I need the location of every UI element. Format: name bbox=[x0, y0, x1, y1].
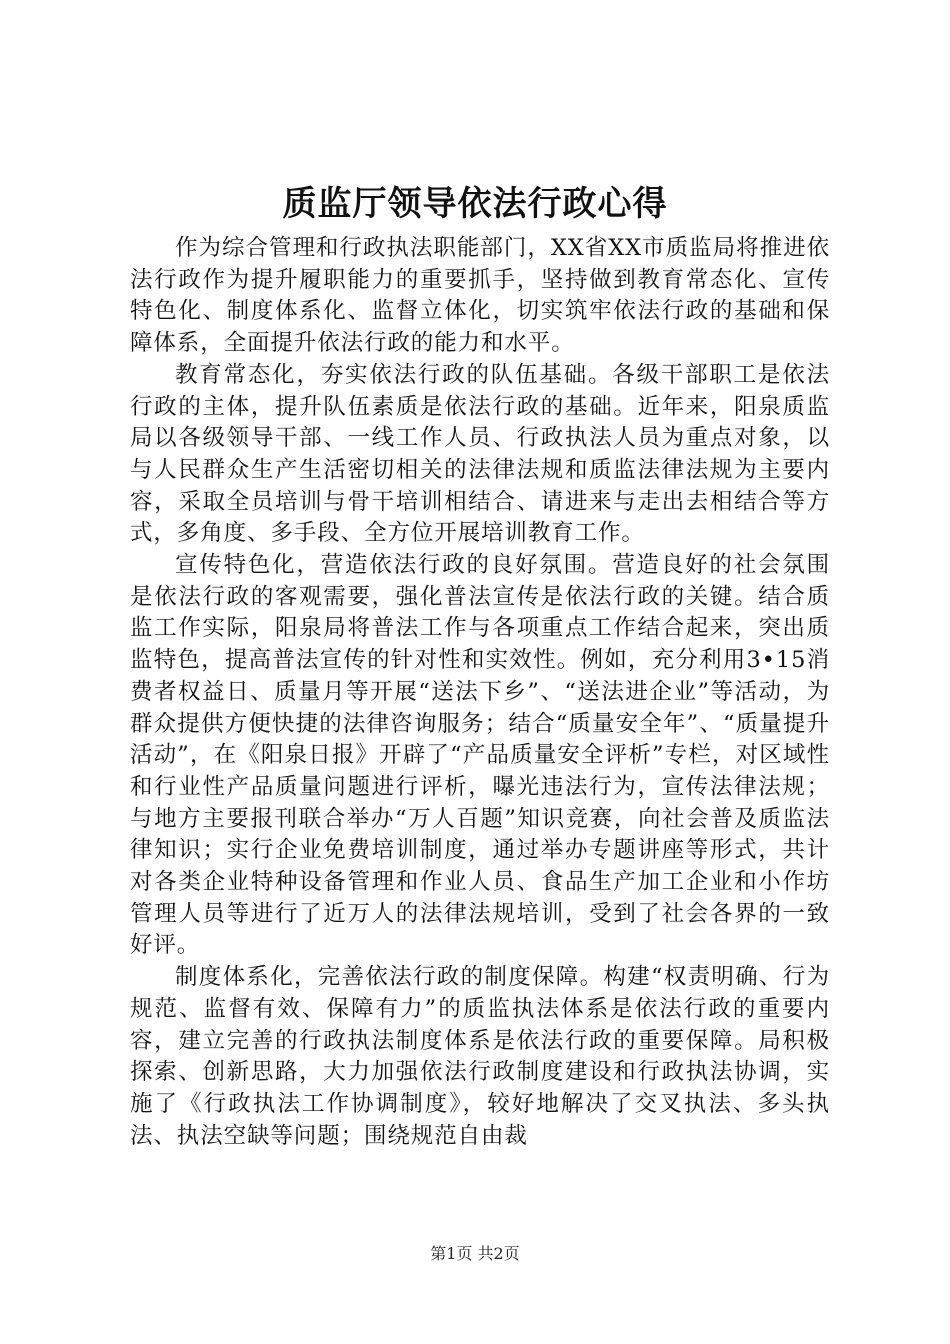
page-number: 第1页 共2页 bbox=[430, 1244, 520, 1263]
paragraph-publicity: 宣传特色化，营造依法行政的良好氛围。营造良好的社会氛围是依法行政的客观需要，强化普法宣传是依法行政的关键。结合质监工作实际，阳泉局将普法工作与各项重点工作结合起来，突出质监特色，提高普法宣传的针对性和实效性。例如，充分利用3•15消费者权益日、质量月等开展“送法下乡”、“送法进企业”等活动，为群众提供方便快捷的法律咨询服务；结合“质量安全年”、“质量提升活动”，在《阳泉日报》开辟了“产品质量安全评析”专栏，对区域性和行业性产品质量问题进行评析，曝光违法行为，宣传法律法规；与地方主要报刊联合举办“万人百题”知识竞赛，向社会普及质监法律知识；实行企业免费培训制度，通过举办专题讲座等形式，共计对各类企业特种设备管理和作业人员、食品生产加工企业和小作坊管理人员等进行了近万人的法律法规培训，受到了社会各界的一致好评。 bbox=[130, 552, 830, 959]
document-body bbox=[130, 233, 830, 1152]
paragraph-system: 制度体系化，完善依法行政的制度保障。构建“权责明确、行为规范、监督有效、保障有力”的质监执法体系是依法行政的重要内容，建立完善的行政执法制度体系是依法行政的重要保障。局积极探索、创新思路，大力加强依法行政制度建设和行政执法协调，实施了《行政执法工作协调制度》，较好地解决了交叉执法、多头执法、执法空缺等问题；围绕规范自由裁 bbox=[130, 964, 830, 1149]
paragraph-education: 教育常态化，夯实依法行政的队伍基础。各级干部职工是依法行政的主体，提升队伍素质是依法行政的基础。近年来，阳泉质监局以各级领导干部、一线工作人员、行政执法人员为重点对象，以与人民群众生产生活密切相关的法律法规和质监法律法规为主要内容，采取全员培训与骨干培训相结合、请进来与走出去相结合等方式，多角度、多手段、全方位开展培训教育工作。 bbox=[130, 361, 830, 547]
document-title: 质监厅领导依法行政心得 bbox=[282, 184, 668, 224]
paragraph-intro: 作为综合管理和行政执法职能部门，XX省XX市质监局将推进依法行政作为提升履职能力的重要抓手，坚持做到教育常态化、宣传特色化、制度体系化、监督立体化，切实筑牢依法行政的基础和保障体系，全面提升依法行政的能力和水平。 bbox=[130, 235, 830, 357]
